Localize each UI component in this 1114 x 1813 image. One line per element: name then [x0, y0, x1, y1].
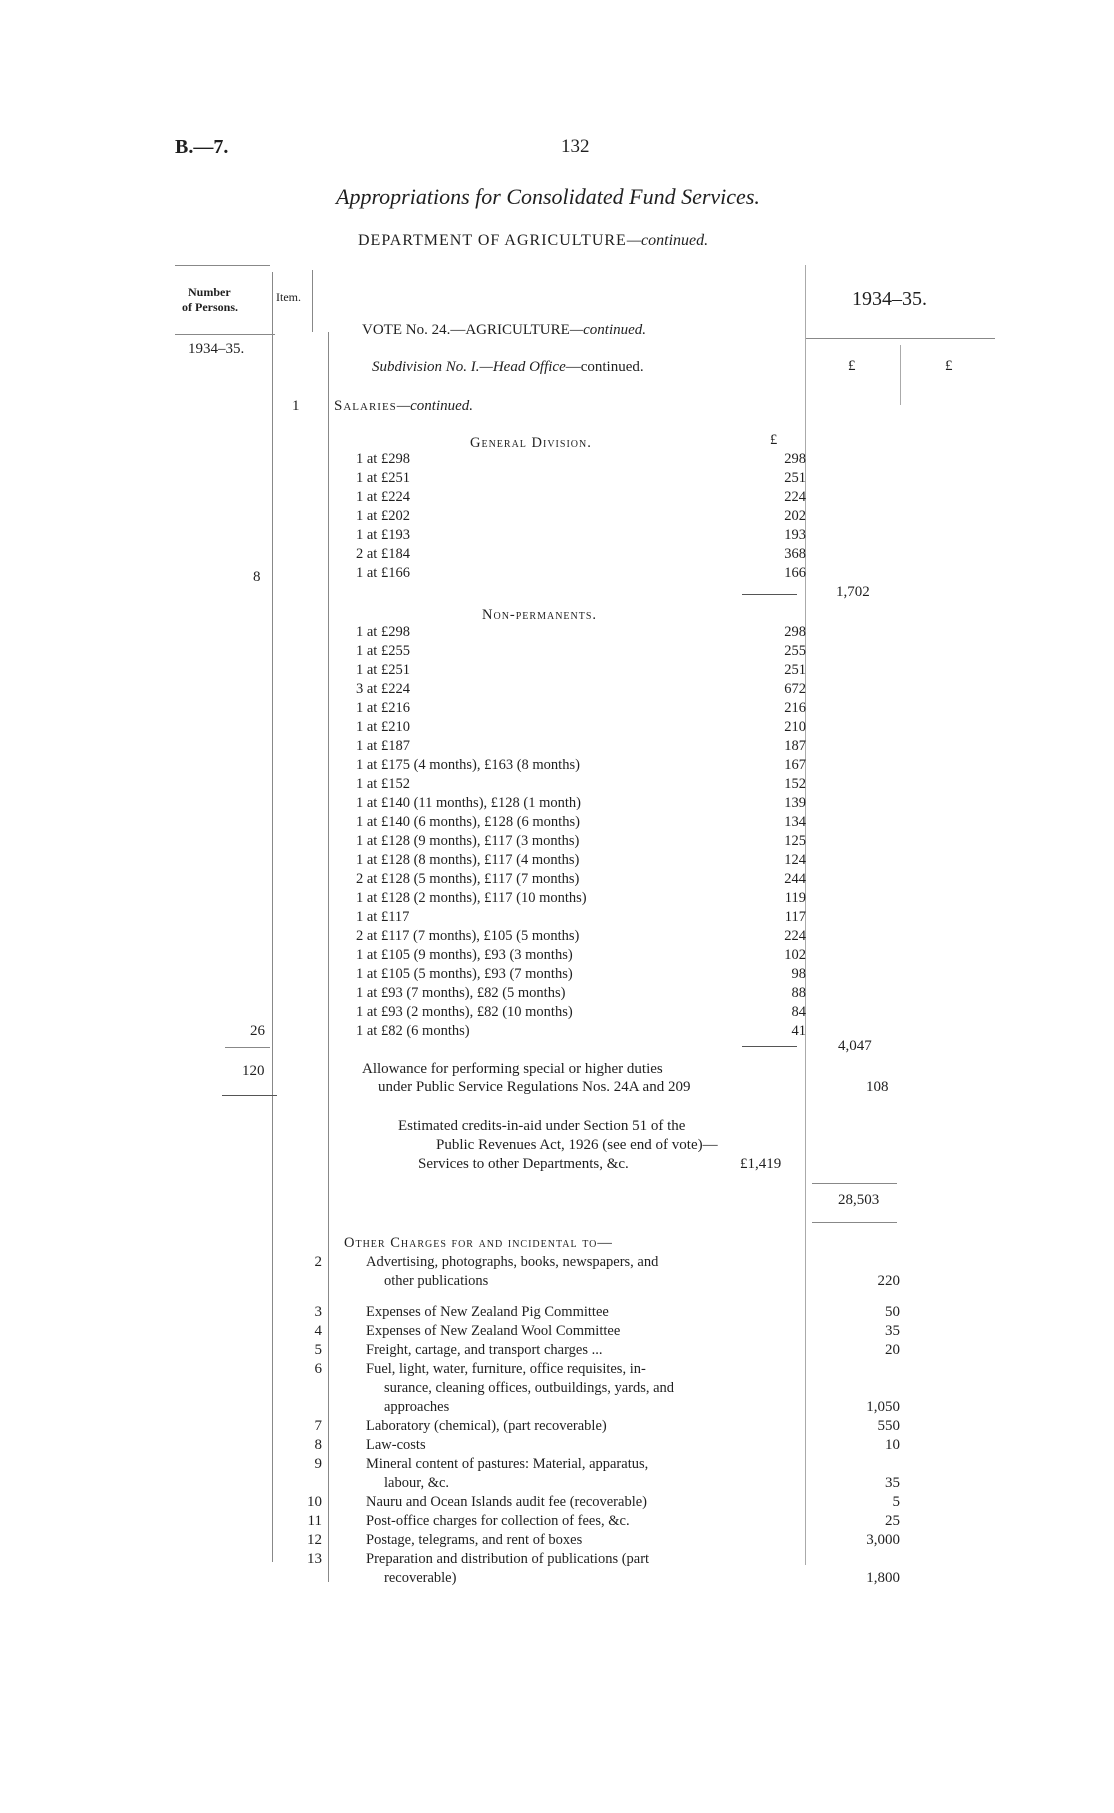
salary-amount: 134: [784, 814, 806, 830]
salary-description: 1 at £93 (2 months), £82 (10 months): [356, 1004, 573, 1020]
general-total: 1,702: [836, 584, 870, 600]
charge-amount: 5: [892, 1494, 900, 1510]
salary-row: [356, 681, 806, 700]
column-divider: [900, 345, 901, 405]
charge-amount: 35: [885, 1475, 900, 1491]
salary-amount: 41: [791, 1023, 806, 1039]
salary-amount: 251: [784, 470, 806, 486]
salary-amount: 187: [784, 738, 806, 754]
document-code: B.—7.: [175, 136, 229, 158]
charge-item-number: 2: [314, 1254, 322, 1270]
charge-description: Laboratory (chemical), (part recoverable): [366, 1418, 607, 1434]
allowance-line-2: under Public Service Regulations Nos. 24A and 209: [378, 1079, 691, 1095]
salary-row: [356, 451, 806, 470]
salary-row: [356, 508, 806, 527]
salary-row: [356, 565, 806, 584]
charge-amount: 3,000: [866, 1532, 900, 1548]
salary-amount: 117: [784, 909, 806, 925]
salary-row: [356, 489, 806, 508]
page-title: Appropriations for Consolidated Fund Services.: [336, 184, 760, 209]
charge-amount: 35: [885, 1323, 900, 1339]
salary-description: 1 at £152: [356, 776, 410, 792]
rule: [175, 334, 275, 335]
salary-row: [356, 947, 806, 966]
vote-heading: [362, 322, 646, 339]
subdivision-title: Subdivision No. I.—Head Office: [372, 359, 566, 375]
general-persons: 8: [253, 569, 261, 585]
non-permanents-persons: 26: [250, 1023, 265, 1039]
charge-amount: 25: [885, 1513, 900, 1529]
charge-amount: 220: [877, 1273, 900, 1289]
salaries-suffix: —continued.: [396, 398, 474, 414]
salaries-title: Salaries: [334, 398, 397, 414]
salary-description: 1 at £128 (2 months), £117 (10 months): [356, 890, 587, 906]
salary-row: [356, 643, 806, 662]
charge-description: Preparation and distribution of publications (part: [366, 1551, 650, 1567]
charge-item-number: 3: [314, 1304, 322, 1320]
charge-item-number: 7: [314, 1418, 322, 1434]
other-charges-heading: Other Charges for and incidental to—: [344, 1235, 613, 1251]
charge-description: Nauru and Ocean Islands audit fee (recoverable): [366, 1494, 647, 1510]
salary-description: 1 at £193: [356, 527, 410, 543]
salaries-item-number: 1: [292, 398, 300, 414]
salary-row: [356, 985, 806, 1004]
rule: [225, 1047, 270, 1048]
salary-description: 1 at £128 (8 months), £117 (4 months): [356, 852, 580, 868]
charge-amount: 50: [885, 1304, 900, 1320]
charge-amount: 10: [885, 1437, 900, 1453]
salary-description: 2 at £184: [356, 546, 410, 562]
charge-item-number: 4: [314, 1323, 322, 1339]
salary-amount: 210: [784, 719, 806, 735]
salary-description: 1 at £298: [356, 624, 410, 640]
salary-description: 1 at £140 (11 months), £128 (1 month): [356, 795, 581, 811]
pound-column-1: £: [848, 358, 856, 374]
salary-amount: 224: [784, 928, 806, 944]
salary-row: [356, 527, 806, 546]
salary-description: 1 at £93 (7 months), £82 (5 months): [356, 985, 566, 1001]
rule: [222, 1095, 277, 1096]
charge-description: Freight, cartage, and transport charges ...: [366, 1342, 603, 1358]
salary-amount: 139: [784, 795, 806, 811]
salary-description: 1 at £105 (9 months), £93 (3 months): [356, 947, 573, 963]
charge-item-number: 10: [307, 1494, 322, 1510]
salary-row: [356, 700, 806, 719]
salary-description: 1 at £298: [356, 451, 410, 467]
charge-item-number: 12: [307, 1532, 322, 1548]
charge-item-number: 11: [307, 1513, 322, 1529]
salary-description: 3 at £224: [356, 681, 410, 697]
general-division-heading: General Division.: [470, 435, 592, 451]
charge-amount: 20: [885, 1342, 900, 1358]
salary-description: 1 at £105 (5 months), £93 (7 months): [356, 966, 573, 982]
salary-description: 1 at £140 (6 months), £128 (6 months): [356, 814, 580, 830]
subdivision-heading: [372, 359, 644, 376]
charge-description: recoverable): [384, 1570, 457, 1586]
charge-item-number: 8: [314, 1437, 322, 1453]
rule: [742, 594, 797, 595]
vote-title: VOTE No. 24.—AGRICULTURE: [362, 322, 570, 338]
salary-amount: 125: [784, 833, 806, 849]
salary-row: [356, 814, 806, 833]
salary-row: [356, 928, 806, 947]
total-persons: 120: [242, 1063, 265, 1079]
salary-description: 1 at £187: [356, 738, 410, 754]
general-pound-sign: £: [770, 432, 778, 448]
salary-amount: 193: [784, 527, 806, 543]
salary-row: [356, 871, 806, 890]
salary-row: [356, 757, 806, 776]
salary-description: 1 at £202: [356, 508, 410, 524]
salary-row: [356, 546, 806, 565]
salary-amount: 216: [784, 700, 806, 716]
rule: [742, 1046, 797, 1047]
charge-amount: 550: [877, 1418, 900, 1434]
salary-amount: 244: [784, 871, 806, 887]
salary-row: [356, 624, 806, 643]
salary-description: 1 at £216: [356, 700, 410, 716]
salary-amount: 102: [784, 947, 806, 963]
salary-amount: 298: [784, 451, 806, 467]
salary-row: [356, 852, 806, 871]
subdivision-suffix: —continued.: [565, 359, 644, 375]
salary-row: [356, 1023, 806, 1042]
salary-amount: 167: [784, 757, 806, 773]
charge-description: Expenses of New Zealand Wool Committee: [366, 1323, 621, 1339]
salary-row: [356, 795, 806, 814]
salary-description: 1 at £255: [356, 643, 410, 659]
charge-description: approaches: [384, 1399, 450, 1415]
credits-line-2: Public Revenues Act, 1926 (see end of vote)—: [436, 1137, 718, 1153]
department-name: DEPARTMENT OF AGRICULTURE: [358, 232, 627, 249]
salary-description: 1 at £82 (6 months): [356, 1023, 470, 1039]
non-permanents-total: 4,047: [838, 1038, 872, 1054]
salaries-heading: [334, 398, 473, 415]
salary-amount: 224: [784, 489, 806, 505]
salary-row: [356, 909, 806, 928]
allowance-line-1: Allowance for performing special or higher duties: [362, 1061, 663, 1077]
year-left-header: 1934–35.: [188, 341, 245, 357]
charge-description: labour, &c.: [384, 1475, 450, 1491]
column-divider: [312, 270, 313, 332]
salary-amount: 368: [784, 546, 806, 562]
allowance-amount: 108: [866, 1079, 889, 1095]
charge-description: Expenses of New Zealand Pig Committee: [366, 1304, 609, 1320]
salary-amount: 298: [784, 624, 806, 640]
charge-item-number: 5: [314, 1342, 322, 1358]
salary-amount: 255: [784, 643, 806, 659]
salary-description: 1 at £166: [356, 565, 410, 581]
salary-description: 1 at £251: [356, 470, 410, 486]
credits-line-3: Services to other Departments, &c.: [418, 1156, 629, 1172]
salary-row: [356, 890, 806, 909]
salary-row: [356, 966, 806, 985]
department-suffix: —continued.: [626, 232, 709, 249]
rule: [812, 1222, 897, 1223]
charge-description: Postage, telegrams, and rent of boxes: [366, 1532, 583, 1548]
salary-row: [356, 776, 806, 795]
salary-amount: 84: [791, 1004, 806, 1020]
charge-item-number: 9: [314, 1456, 322, 1472]
column-divider: [328, 332, 329, 1582]
salary-amount: 202: [784, 508, 806, 524]
charge-description: Post-office charges for collection of fees, &c.: [366, 1513, 630, 1529]
salary-description: 1 at £251: [356, 662, 410, 678]
salaries-grand-total: 28,503: [838, 1192, 880, 1208]
column-divider: [272, 272, 273, 1562]
non-permanents-heading: Non-permanents.: [482, 607, 598, 623]
page-number: 132: [561, 136, 590, 157]
vote-suffix: —continued.: [569, 322, 647, 338]
charge-description: surance, cleaning offices, outbuildings, yards, and: [384, 1380, 675, 1396]
rule: [175, 265, 270, 266]
salary-row: [356, 719, 806, 738]
salary-row: [356, 738, 806, 757]
credits-line-1: Estimated credits-in-aid under Section 51 of the: [398, 1118, 686, 1134]
salary-amount: 124: [784, 852, 806, 868]
salary-description: 1 at £175 (4 months), £163 (8 months): [356, 757, 580, 773]
salary-description: 1 at £210: [356, 719, 410, 735]
salary-description: 1 at £128 (9 months), £117 (3 months): [356, 833, 580, 849]
salary-description: 1 at £224: [356, 489, 410, 505]
salary-amount: 88: [791, 985, 806, 1001]
charge-description: Fuel, light, water, furniture, office requisites, in-: [366, 1361, 646, 1377]
salary-description: 1 at £117: [356, 909, 410, 925]
salary-row: [356, 1004, 806, 1023]
item-column-header: Item.: [276, 290, 301, 304]
year-right-header: 1934–35.: [852, 288, 927, 310]
rule: [812, 1183, 897, 1184]
salary-amount: 152: [784, 776, 806, 792]
salary-amount: 672: [784, 681, 806, 697]
charge-item-number: 13: [307, 1551, 322, 1567]
salary-row: [356, 662, 806, 681]
salary-row: [356, 833, 806, 852]
charge-amount: 1,800: [866, 1570, 900, 1586]
salary-row: [356, 470, 806, 489]
charge-description: other publications: [384, 1273, 489, 1289]
salary-amount: 166: [784, 565, 806, 581]
pound-column-2: £: [945, 358, 953, 374]
salary-amount: 251: [784, 662, 806, 678]
salary-amount: 119: [784, 890, 806, 906]
persons-column-header-1: Number: [188, 285, 231, 299]
persons-column-header-2: of Persons.: [182, 300, 238, 314]
department-heading: [358, 232, 708, 250]
charge-description: Law-costs: [366, 1437, 426, 1453]
charge-amount: 1,050: [866, 1399, 900, 1415]
salary-amount: 98: [791, 966, 806, 982]
charge-description: Advertising, photographs, books, newspapers, and: [366, 1254, 659, 1270]
charge-item-number: 6: [314, 1361, 322, 1377]
rule: [805, 338, 995, 339]
salary-description: 2 at £117 (7 months), £105 (5 months): [356, 928, 580, 944]
credits-amount: £1,419: [740, 1156, 782, 1172]
charge-description: Mineral content of pastures: Material, apparatus,: [366, 1456, 649, 1472]
salary-description: 2 at £128 (5 months), £117 (7 months): [356, 871, 580, 887]
